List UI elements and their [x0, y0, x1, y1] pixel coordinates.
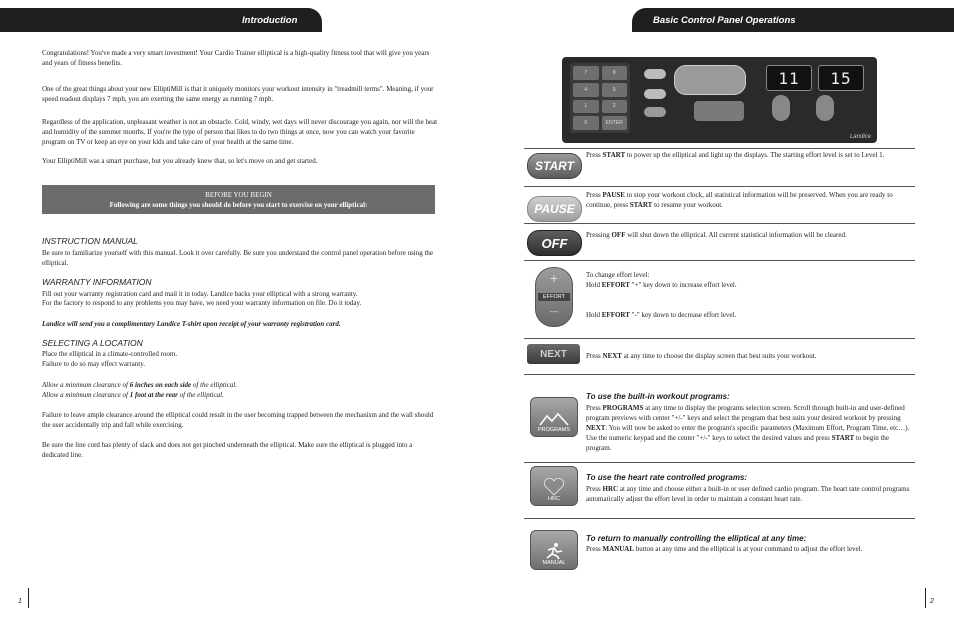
effort-label: EFFORT [538, 293, 570, 301]
intro-paragraph-1: Congratulations! You've made a very smart investment! Your Cardio Trainer elliptical is a high-quality fitness tool that will give you years and years of fitness benefits. [42, 49, 430, 68]
effort-plus-icon: + [549, 270, 559, 286]
hrc-label: HRC [548, 496, 560, 502]
manual-label: MANUAL [542, 560, 566, 566]
effort-description-3: Hold EFFORT "-" key down to decrease effort level. [586, 311, 737, 319]
effort-description-2: Hold EFFORT "+" key down to increase effort level. [586, 281, 737, 289]
off-description: Pressing OFF will shut down the elliptical. All current statistical information will be cleared. [586, 231, 847, 239]
page-number-left: 1 [18, 598, 22, 605]
key-7: 7 [573, 66, 599, 80]
warranty-text-2: For the factory to respond to any problems you may have, we need your warranty information on file. Do it today. [42, 299, 362, 307]
location-text-2: Failure to do so may effect warranty. [42, 360, 146, 368]
panel-off-key [644, 107, 666, 117]
effort-button-icon [535, 267, 573, 327]
page-marker-left [28, 588, 29, 608]
clearance-side: Allow a minimum clearance of 6 inches on each side of the elliptical. [42, 381, 238, 389]
pause-button-icon: PAUSE [527, 196, 582, 222]
divider [524, 148, 915, 149]
clearance-rear: Allow a minimum clearance of 1 foot at the rear of the elliptical. [42, 391, 224, 399]
warranty-text-1: Fill out your warranty registration card and mail it in today. Landice backs your elliptical with a strong warranty. [42, 290, 358, 298]
off-button-icon: OFF [527, 230, 582, 256]
divider [524, 338, 915, 339]
page-marker-right [925, 588, 926, 608]
panel-display-left: 11 [766, 65, 812, 91]
intro-paragraph-4: Your ElliptiMill was a smart purchase, but you already knew that, so let's move on and get started. [42, 157, 318, 165]
panel-effort-left-key [772, 95, 790, 121]
mountain-icon [539, 411, 569, 427]
key-1: 1 [573, 100, 599, 114]
effort-minus-icon: — [549, 306, 559, 316]
warranty-heading: WARRANTY INFORMATION [42, 277, 152, 287]
programs-label: PROGRAMS [537, 427, 571, 433]
key-5: 5 [602, 83, 628, 97]
hrc-heading: To use the heart rate controlled programs: [586, 473, 748, 482]
next-button-icon: NEXT [527, 344, 580, 364]
panel-program-keys [694, 101, 744, 121]
heart-icon [543, 478, 565, 496]
panel-start-key [644, 69, 666, 79]
start-button-icon: START [527, 153, 582, 179]
tshirt-note: Landice will send you a complimentary Landice T-shirt upon receipt of your warranty registration card. [42, 320, 341, 328]
page-number-right: 2 [930, 598, 934, 605]
section-tab-introduction [0, 8, 322, 32]
key-enter: ENTER [602, 116, 628, 130]
next-description: Press NEXT at any time to choose the display screen that best suits your workout. [586, 352, 817, 360]
programs-description: Press PROGRAMS at any time to display the programs selection screen. Scroll through built-in and user-defined program previews with center "+/-" keys and select the program that best suits your desired workout by pressing NEXT. You will now be asked to enter the program's specific parameters (Maximum Effort, Program Time, etc…). Use the numeric keypad and the center "+/-" keys to select the desired values and press START to begin the program. [586, 404, 910, 452]
panel-display-right: 15 [818, 65, 864, 91]
section-tab-control-panel [632, 8, 954, 32]
panel-effort-right-key [816, 95, 834, 121]
divider [524, 374, 915, 375]
key-4: 4 [573, 83, 599, 97]
before-you-begin-banner [42, 185, 435, 214]
panel-pause-key [644, 89, 666, 99]
panel-matrix-display [674, 65, 746, 95]
runner-icon [542, 542, 566, 560]
manual-button-icon [530, 530, 578, 570]
pause-description: Press PAUSE to stop your workout clock, all statistical information will be preserved. When you are ready to continue, press START to resume your workout. [586, 191, 893, 209]
start-description: Press START to power up the elliptical and light up the displays. The starting effort level is set to Level 1. [586, 151, 885, 159]
location-text-1: Place the elliptical in a climate-controlled room. [42, 350, 178, 358]
panel-brand-logo: Landice [849, 134, 871, 140]
programs-heading: To use the built-in workout programs: [586, 392, 730, 401]
section-title: Introduction [242, 14, 298, 26]
effort-description-1: To change effort level: [586, 271, 650, 279]
clearance-warning: Failure to leave ample clearance around the elliptical could result in the user becoming trapped between the mechanism and the wall should the user accidentally trip and fall while exercising. [42, 411, 434, 430]
hrc-button-icon [530, 466, 578, 506]
line-cord-text: Be sure the line cord has plenty of slack and does not get pinched underneath the elliptical. Make sure the elliptical is plugged into a dedicated line. [42, 441, 413, 460]
location-heading: SELECTING A LOCATION [42, 338, 143, 348]
divider [524, 186, 915, 187]
key-2: 2 [602, 100, 628, 114]
numeric-keypad [570, 63, 630, 133]
intro-paragraph-3: Regardless of the application, unpleasant weather is not an obstacle. Cold, windy, wet days will never discourage you again, nor will the heat and humidity of the summer months. If you're the type of person that likes to do two things at once, now you can watch your favorite program on TV or keep an eye on your kids and take care of your health at the same time. [42, 118, 438, 147]
control-panel-image [562, 57, 877, 143]
instruction-manual-heading: INSTRUCTION MANUAL [42, 236, 138, 246]
section-title: Basic Control Panel Operations [653, 14, 796, 26]
divider [524, 462, 915, 463]
manual-description: Press MANUAL button at any time and the elliptical is at your command to adjust the effort level. [586, 545, 863, 553]
manual-heading: To return to manually controlling the elliptical at any time: [586, 534, 807, 543]
intro-paragraph-2: One of the great things about your new ElliptiMill is that it uniquely monitors your workout intensity in "treadmill terms". Meaning, if your speed readout displays 7 mph, you are exerting the same energy as running 7 mph. [42, 85, 434, 104]
divider [524, 223, 915, 224]
key-8: 8 [602, 66, 628, 80]
divider [524, 260, 915, 261]
hrc-description: Press HRC at any time and choose either a built-in or user defined cardio program. The heart rate control programs automatically adjust the effort level in order to maintain a constant heart rate. [586, 485, 910, 503]
key-0: 0 [573, 116, 599, 130]
divider [524, 518, 915, 519]
banner-title: BEFORE YOU BEGIN [205, 190, 272, 199]
instruction-manual-text: Be sure to familiarize yourself with this manual. Look it over carefully. Be sure you understand the control panel operation before using the elliptical. [42, 249, 434, 268]
programs-button-icon [530, 397, 578, 437]
banner-subtitle: Following are some things you should do before you start to exercise on your elliptical: [109, 200, 368, 209]
